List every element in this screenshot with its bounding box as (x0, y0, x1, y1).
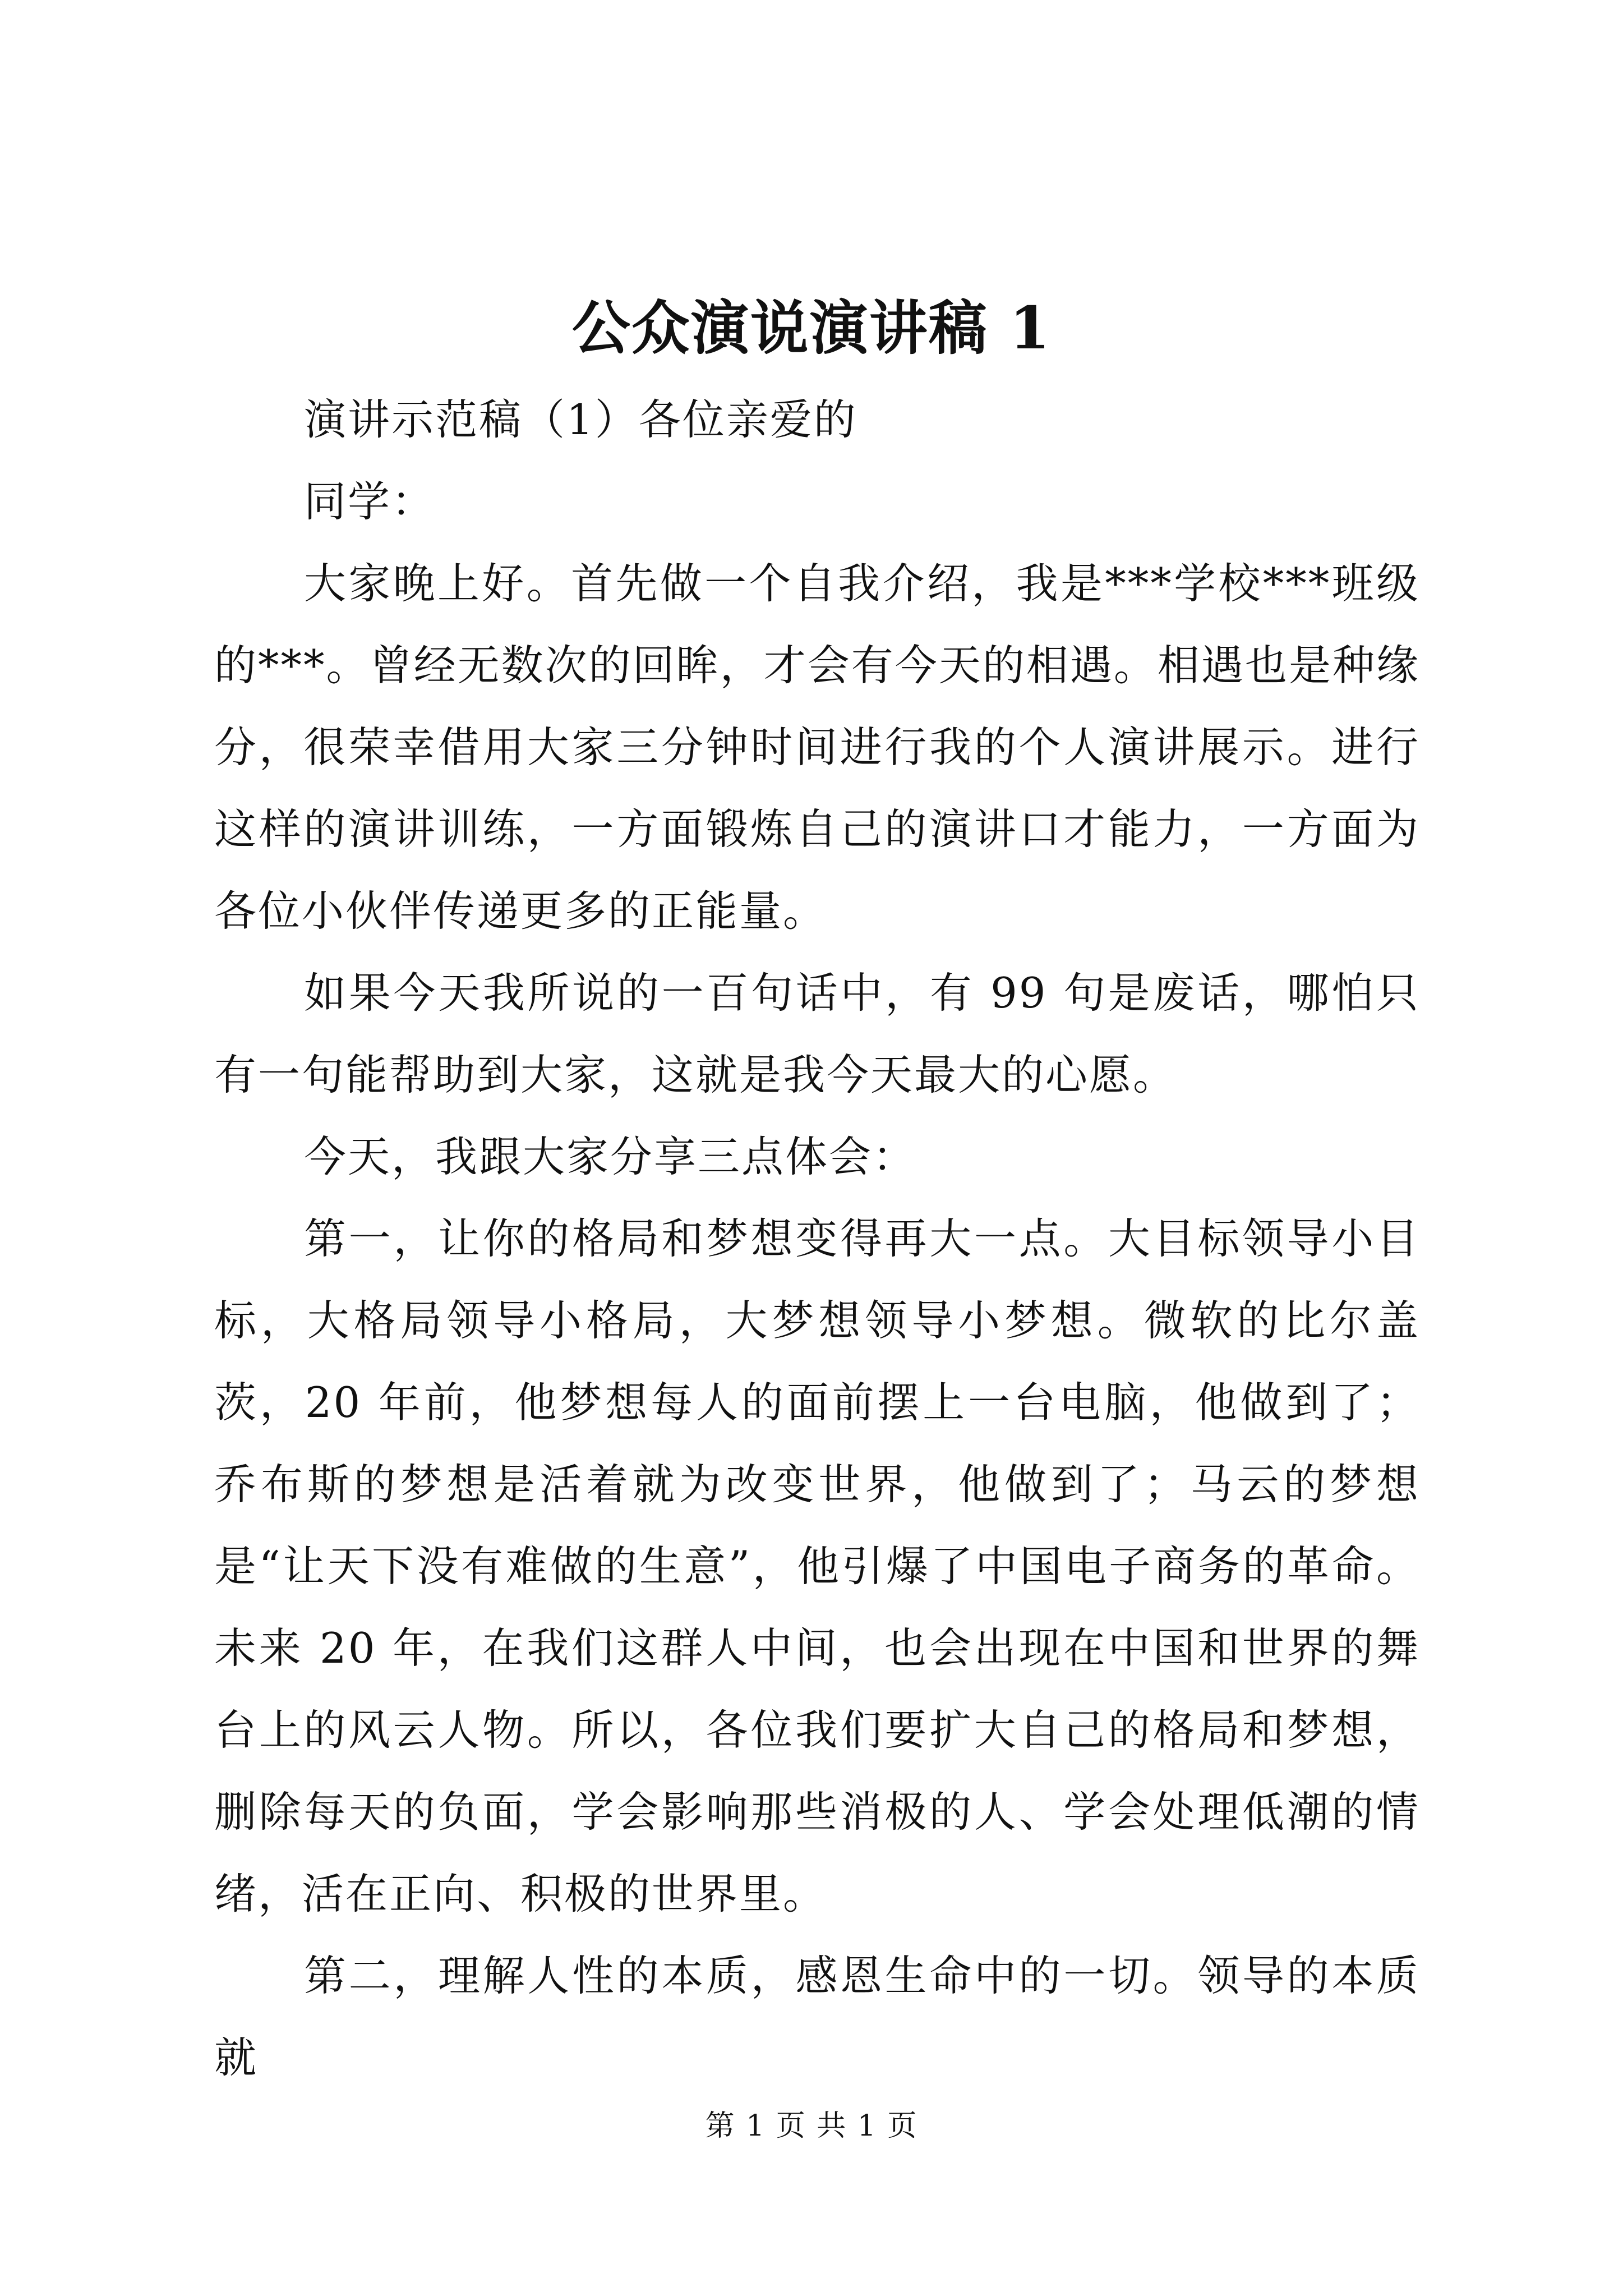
paragraph-overview: 今天，我跟大家分享三点体会： (304, 1132, 917, 1181)
paragraph-salutation: 同学： (304, 477, 436, 526)
paragraph-wish: 如果今天我所说的一百句话中，有 99 句是废话，哪怕只有一句能帮助到大家，这就是我今天最大的心愿。 (214, 968, 1420, 1099)
paragraph-point-two: 第二，理解人性的本质，感恩生命中的一切。领导的本质就 (214, 1951, 1420, 2082)
paragraph-introduction: 大家晚上好。首先做一个自我介绍，我是***学校***班级的***。曾经无数次的回眸，才会有今天的相遇。相遇也是种缘分，很荣幸借用大家三分钟时间进行我的个人演讲展示。进行这样的演讲训练，一方面锻炼自己的演讲口才能力，一方面为各位小伙伴传递更多的正能量。 (214, 559, 1420, 936)
document-body (214, 379, 1420, 2099)
document-title: 公众演说演讲稿 1 (571, 293, 1052, 362)
paragraph-greeting: 演讲示范稿（1）各位亲爱的 (304, 395, 857, 444)
paragraph-point-one: 第一，让你的格局和梦想变得再大一点。大目标领导小目标，大格局领导小格局，大梦想领导小梦想。微软的比尔盖茨，20 年前，他梦想每人的面前摆上一台电脑，他做到了；乔布斯的梦想是活着就为改变世界，他做到了；马云的梦想是“让天下没有难做的生意”，他引爆了中国电子商务的革命。未来 20 年，在我们这群人中间，也会出现在中国和世界的舞台上的风云人物。所以，各位我们要扩大自己的格局和梦想，删除每天的负面，学会影响那些消极的人、学会处理低潮的情绪，活在正向、积极的世界里。 (214, 1214, 1420, 1918)
page-footer: 第 1 页 共 1 页 (705, 2109, 918, 2143)
